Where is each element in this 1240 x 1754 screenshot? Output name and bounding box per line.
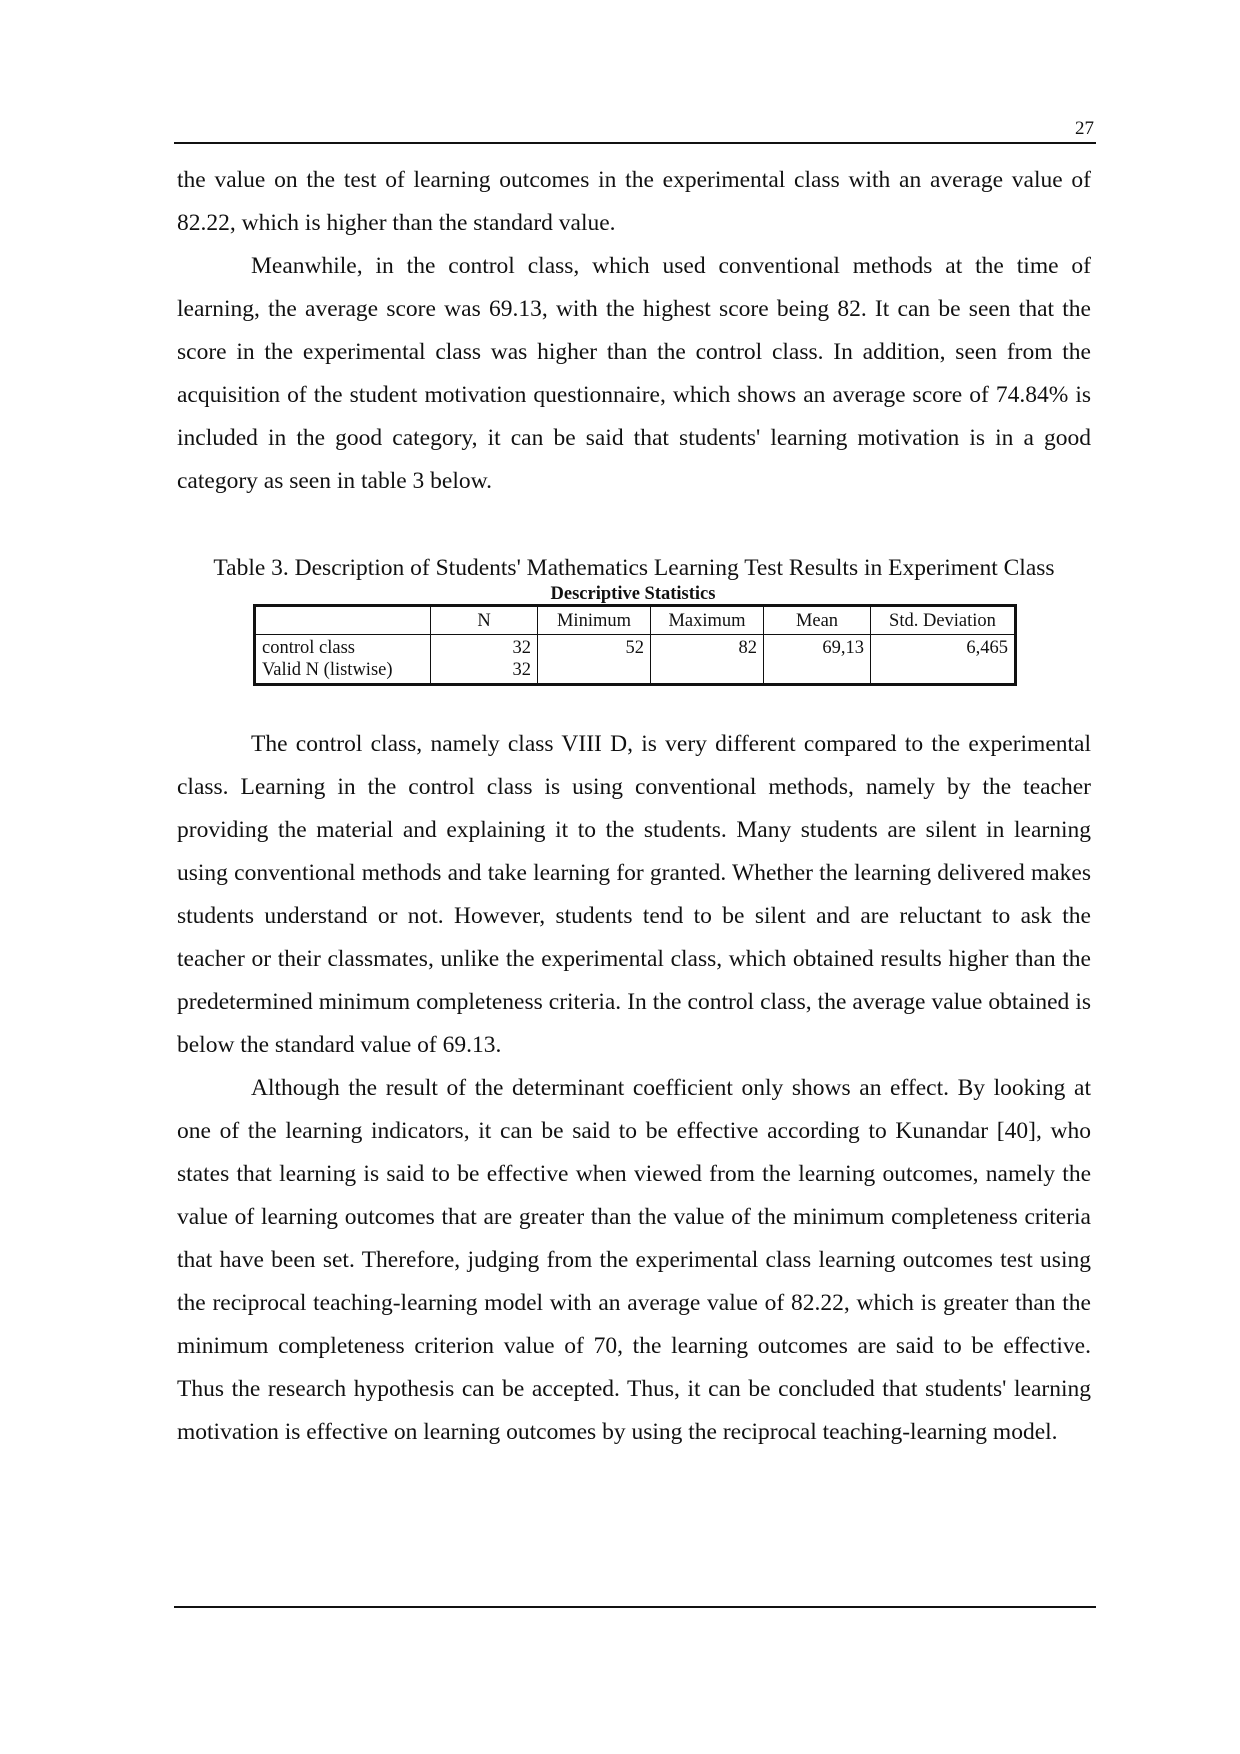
table-caption: Table 3. Description of Students' Mathematics Learning Test Results in Experiment Class xyxy=(213,555,1055,581)
table-cell xyxy=(764,659,871,685)
table-title: Descriptive Statistics xyxy=(550,584,716,604)
paragraph: Although the result of the determinant coefficient only shows an effect. By looking at one of the learning indicators, it can be said to be effective according to Kunandar [40], who states that learning is said to be effective when viewed from the learning outcomes, namely the value of learning outcomes that are greater than the value of the minimum completeness criteria that have been set. Therefore, judging from the experimental class learning outcomes test using the reciprocal teaching-learning model with an average value of 82.22, which is greater than the minimum completeness criterion value of 70, the learning outcomes are said to be effective. Thus the research hypothesis can be accepted. Thus, it can be concluded that students' learning motivation is effective on learning outcomes by using the reciprocal teaching-learning model. xyxy=(177,1075,1091,1445)
table-cell: 32 xyxy=(431,635,538,660)
table-cell xyxy=(651,659,764,685)
column-header: Maximum xyxy=(651,606,764,635)
table-cell xyxy=(538,659,651,685)
body-text-bottom xyxy=(177,723,1091,1454)
descriptive-statistics-table xyxy=(253,604,1017,686)
table-row xyxy=(255,635,1016,660)
paragraph: Meanwhile, in the control class, which used conventional methods at the time of learning, the average score was 69.13, with the highest score being 82. It can be seen that the score in the experimental class was higher than the control class. In addition, seen from the acquisition of the student motivation questionnaire, which shows an average score of 74.84% is included in the good category, it can be said that students' learning motivation is in a good category as seen in table 3 below. xyxy=(177,253,1091,494)
table-cell xyxy=(871,659,1016,685)
footer-rule xyxy=(174,1606,1096,1608)
table-cell: 52 xyxy=(538,635,651,660)
column-header xyxy=(255,606,431,635)
paragraph: the value on the test of learning outcomes in the experimental class with an average value of 82.22, which is higher than the standard value. xyxy=(177,167,1091,236)
column-header: N xyxy=(431,606,538,635)
row-label: Valid N (listwise) xyxy=(255,659,431,685)
column-header: Std. Deviation xyxy=(871,606,1016,635)
body-text-top xyxy=(177,159,1091,503)
row-label: control class xyxy=(255,635,431,660)
table-cell: 6,465 xyxy=(871,635,1016,660)
table-cell: 32 xyxy=(431,659,538,685)
page-number: 27 xyxy=(1075,118,1094,139)
column-header: Mean xyxy=(764,606,871,635)
table-cell: 82 xyxy=(651,635,764,660)
table-header-row xyxy=(255,606,1016,635)
table-cell: 69,13 xyxy=(764,635,871,660)
column-header: Minimum xyxy=(538,606,651,635)
header-rule xyxy=(174,142,1096,144)
paragraph: The control class, namely class VIII D, is very different compared to the experimental class. Learning in the control class is using conventional methods, namely by the teacher providing the material and explaining it to the students. Many students are silent in learning using conventional methods and take learning for granted. Whether the learning delivered makes students understand or not. However, students tend to be silent and are reluctant to ask the teacher or their classmates, unlike the experimental class, which obtained results higher than the predetermined minimum completeness criteria. In the control class, the average value obtained is below the standard value of 69.13. xyxy=(177,731,1091,1058)
table-row xyxy=(255,659,1016,685)
